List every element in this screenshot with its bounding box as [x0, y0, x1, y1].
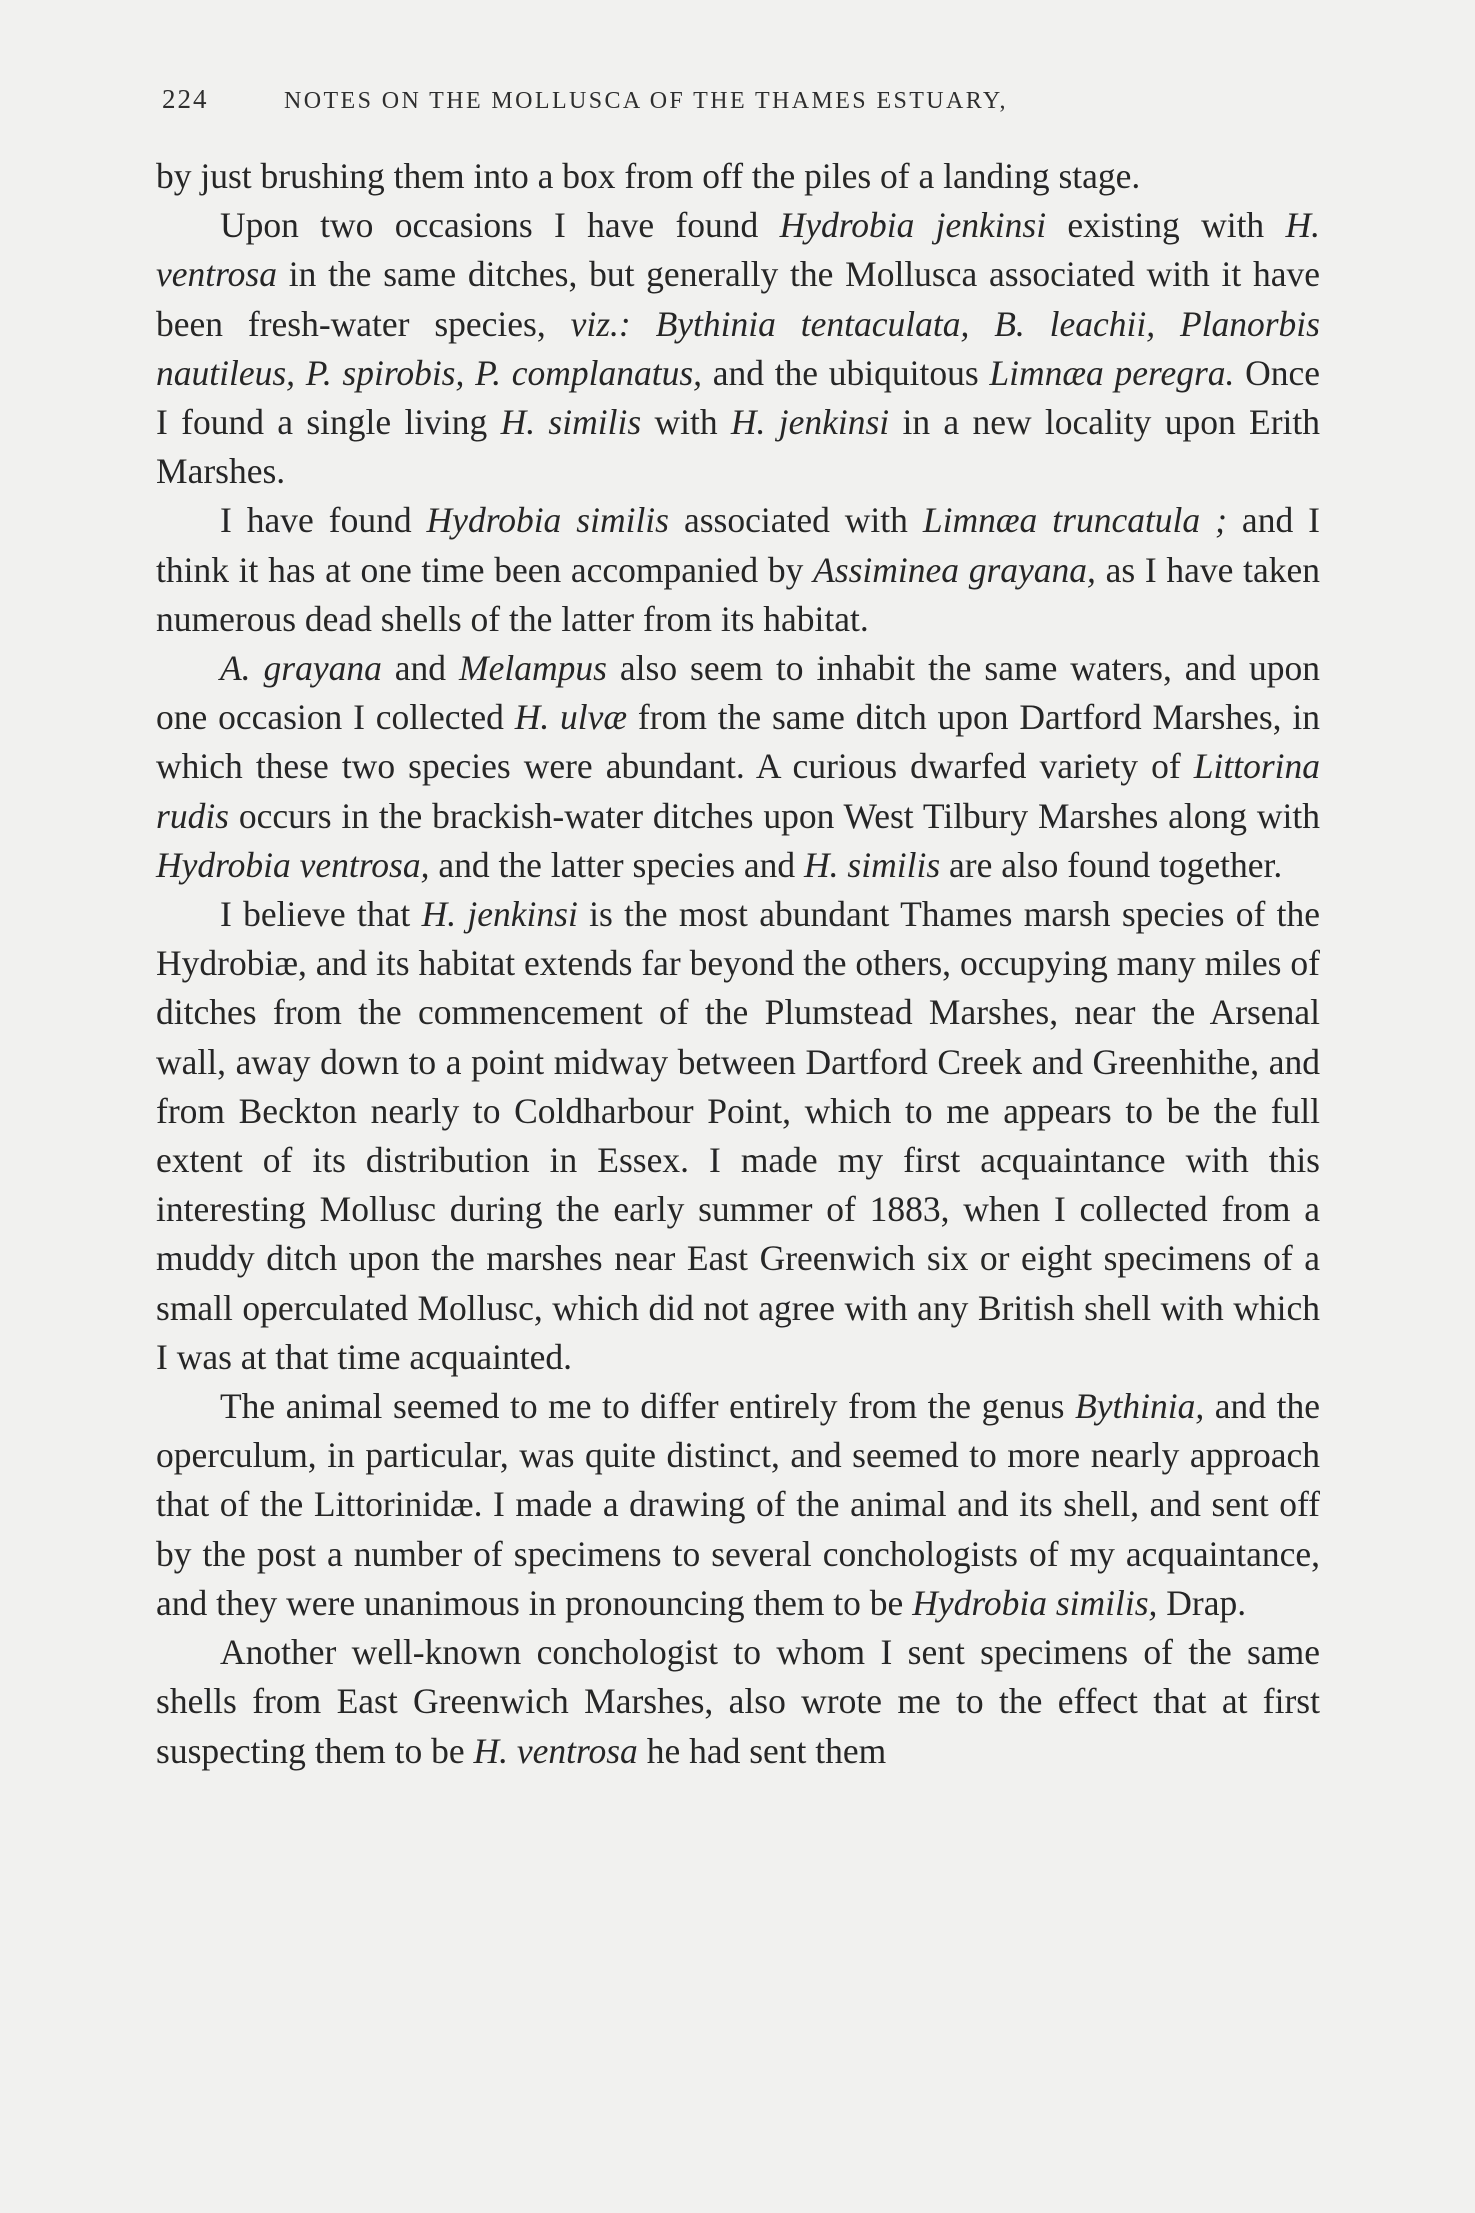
text-run: and	[381, 648, 460, 689]
text-run: in a new locality upon Erith Marshes.	[156, 402, 1320, 492]
italic-taxon-text: Hydrobia similis,	[912, 1582, 1158, 1623]
text-run: Upon two occasions I have found	[220, 205, 780, 246]
italic-taxon-text: H. similis	[804, 844, 941, 885]
text-run: The animal seemed to me to differ entirely from the genus	[220, 1386, 1076, 1427]
text-run: I have found	[220, 500, 427, 541]
text-run: as I have taken numerous dead shells of the latter from its habitat.	[156, 549, 1320, 639]
text-run: Drap.	[1157, 1582, 1247, 1623]
italic-taxon-text: Limnæa peregra.	[989, 352, 1235, 393]
text-run: by just brushing them into a box from off the piles of a landing stage.	[156, 156, 1141, 196]
italic-taxon-text: Hydrobia jenkinsi	[779, 205, 1047, 246]
italic-taxon-text: H. similis	[500, 402, 642, 443]
running-header	[162, 84, 1322, 115]
text-run: is the most abundant Thames marsh species of the Hydrobiæ, and its habitat extends far beyond the others, occupying many miles of ditches from the commencement of the Plumstead Marshes, near the Arsenal wall, away down to a point midway between Dartford Creek and Greenhithe, and from Beckton nearly to Coldharbour Point, which to me appears to be the full extent of its distribution in Essex. I made my first acquaintance with this interesting Mollusc during the early summer of 1883, when I collected from a muddy ditch upon the marshes near East Greenwich six or eight specimens of a small operculated Mollusc, which did not agree with any British shell with which I was at that time acquainted.	[156, 894, 1320, 1377]
text-run: he had sent them	[637, 1730, 887, 1771]
paragraph	[156, 1628, 1320, 1776]
italic-taxon-text: H. ventrosa	[473, 1730, 638, 1771]
text-run: with	[641, 402, 731, 443]
italic-taxon-text: Hydrobia ventrosa,	[156, 844, 430, 885]
text-run: associated with	[668, 500, 923, 541]
text-run: in the same ditches, but generally the Mollusca associated with it have been fresh-water species,	[156, 254, 1320, 344]
text-run: and the operculum, in particular, was quite distinct, and seemed to more nearly approach that of the Littorinidæ. I made a drawing of the animal and its shell, and sent off by the post a number of specimens to several conchologists of my acquaintance, and they were unanimous in pronouncing them to be	[156, 1386, 1320, 1623]
italic-taxon-text: Assiminea grayana,	[813, 549, 1096, 590]
text-run: and the ubiquitous	[702, 352, 990, 393]
page-number: 224	[162, 84, 209, 114]
paragraph	[156, 201, 1320, 496]
paragraph	[156, 152, 1320, 201]
text-run: occurs in the brackish-water ditches upon West Tilbury Marshes along with	[229, 795, 1320, 836]
italic-taxon-text: H. jenkinsi	[421, 894, 578, 935]
text-run: Once I found a single living	[156, 352, 1321, 443]
italic-taxon-text: Littorina rudis	[156, 746, 1320, 836]
text-run: and the latter species and	[429, 844, 805, 885]
paragraph	[156, 644, 1320, 890]
text-run: Another well-known conchologist to whom I sent specimens of the same shells from East Greenwich Marshes, also wrote me to the effect that at first suspecting them to be	[156, 1632, 1320, 1771]
text-run: I believe that	[220, 894, 422, 935]
italic-taxon-text: viz.: Bythinia tentaculata, B. leachii, Planorbis nautileus, P. spirobis, P. complanatus,	[156, 303, 1320, 393]
italic-taxon-text: H. jenkinsi	[730, 402, 890, 443]
italic-taxon-text: H. ulvæ	[514, 697, 628, 738]
text-run: are also found together.	[940, 844, 1283, 885]
running-title: NOTES ON THE MOLLUSCA OF THE THAMES ESTUARY,	[284, 88, 1008, 114]
paragraph	[156, 890, 1320, 1382]
body-text	[156, 152, 1320, 1776]
paragraph	[156, 496, 1320, 644]
italic-taxon-text: Bythinia,	[1075, 1386, 1205, 1427]
text-run: and I think it has at one time been accompanied by	[156, 500, 1320, 590]
paragraph	[156, 1382, 1320, 1628]
italic-taxon-text: Limnæa truncatula ;	[922, 500, 1227, 541]
text-run: from the same ditch upon Dartford Marshes, in which these two species were abundant. A curious dwarfed variety of	[156, 697, 1320, 787]
text-run: existing with	[1046, 205, 1286, 246]
italic-taxon-text: H. ventrosa	[156, 205, 1320, 295]
text-run: also seem to inhabit the same waters, and upon one occasion I collected	[156, 648, 1320, 738]
italic-taxon-text: Hydrobia similis	[426, 500, 669, 541]
italic-taxon-text: A. grayana	[220, 648, 382, 689]
italic-taxon-text: Melampus	[459, 648, 607, 689]
